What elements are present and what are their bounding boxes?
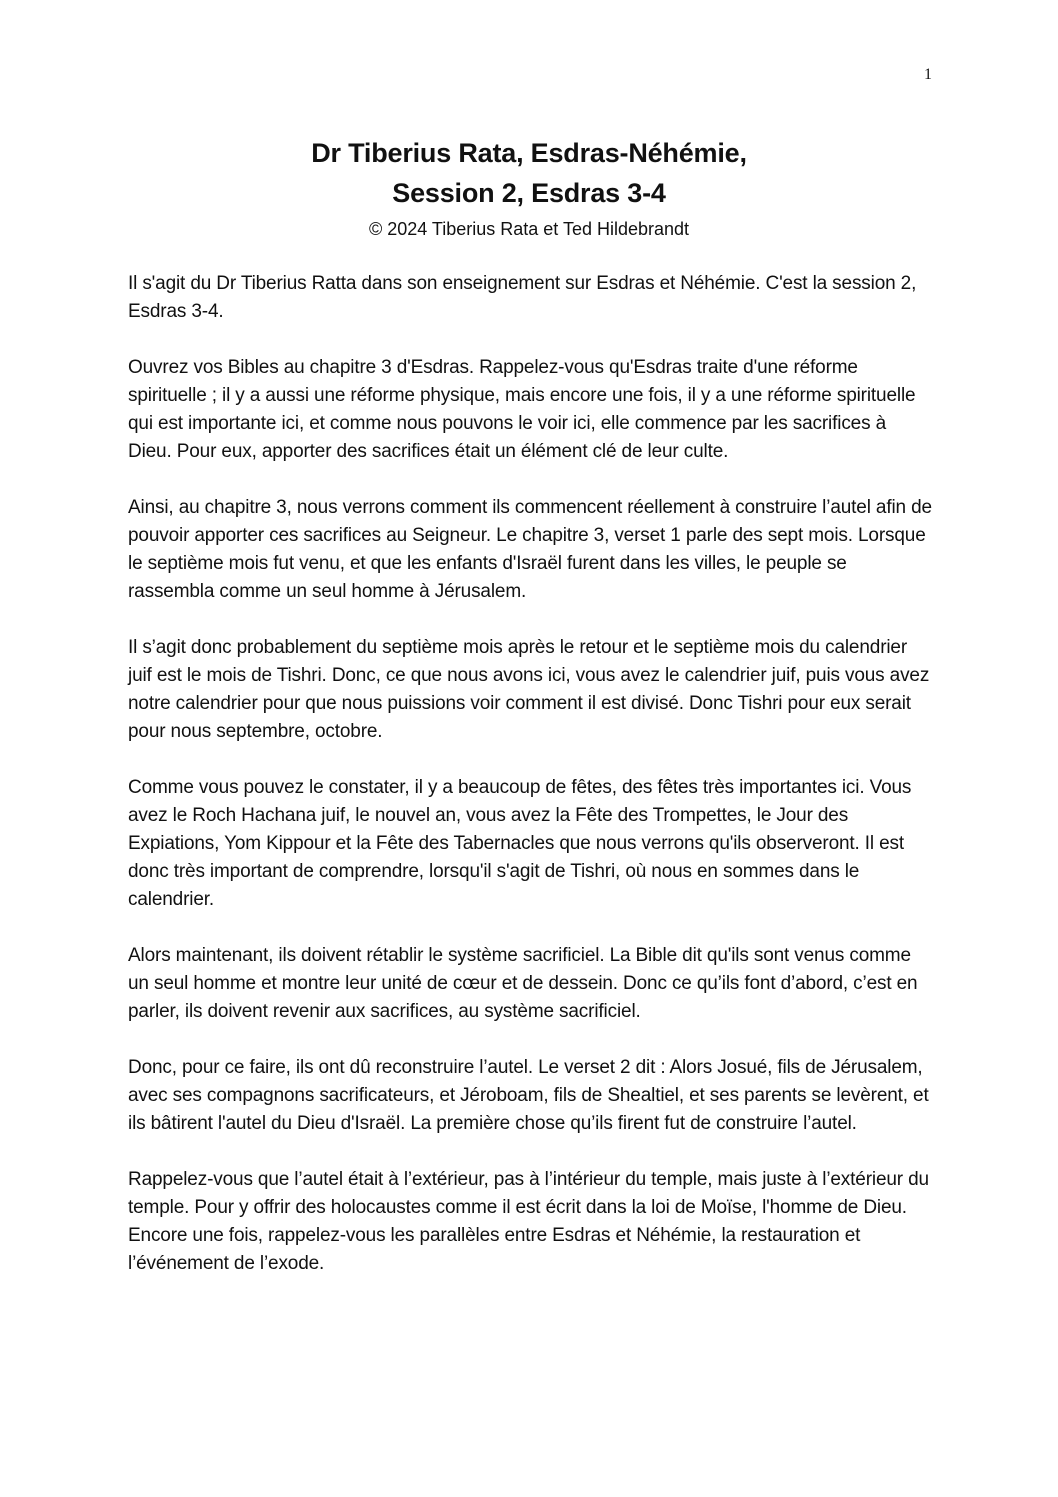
title-line-2: Session 2, Esdras 3-4 <box>392 178 666 208</box>
paragraph-4: Il s’agit donc probablement du septième mois après le retour et le septième mois du calendrier juif est le mois de Tishri. Donc, ce que nous avons ici, vous avez le calendrier juif, puis vous avez notre calendrier pour que nous puissions voir comment il est divisé. Donc Tishri pour eux serait pour nous septembre, octobre. <box>128 637 930 742</box>
paragraph-2: Ouvrez vos Bibles au chapitre 3 d'Esdras. Rappelez-vous qu'Esdras traite d'une réforme spirituelle ; il y a aussi une réforme physique, mais encore une fois, il y a une réforme spirituelle qui est importante ici, et comme nous pouvons le voir ici, elle commence par les sacrifices à Dieu. Pour eux, apporter des sacrifices était un élément clé de leur culte. <box>128 357 916 462</box>
page-number: 1 <box>924 66 932 83</box>
paragraph-3: Ainsi, au chapitre 3, nous verrons comment ils commencent réellement à construire l’autel afin de pouvoir apporter ces sacrifices au Seigneur. Le chapitre 3, verset 1 parle des sept mois. Lorsque le septième mois fut venu, et que les enfants d'Israël furent dans les villes, le peuple se rassembla comme un seul homme à Jérusalem. <box>128 497 932 602</box>
title-line-1: Dr Tiberius Rata, Esdras-Néhémie, <box>311 138 747 168</box>
paragraph-8: Rappelez-vous que l’autel était à l’extérieur, pas à l’intérieur du temple, mais juste à l’extérieur du temple. Pour y offrir des holocaustes comme il est écrit dans la loi de Moïse, l'homme de Dieu. Encore une fois, rappelez-vous les parallèles entre Esdras et Néhémie, la restauration et l’événement de l’exode. <box>128 1169 929 1274</box>
paragraph-5: Comme vous pouvez le constater, il y a beaucoup de fêtes, des fêtes très importantes ici. Vous avez le Roch Hachana juif, le nouvel an, vous avez la Fête des Trompettes, le Jour des Expiations, Yom Kippour et la Fête des Tabernacles que nous verrons qu'ils observeront. Il est donc très important de comprendre, lorsqu'il s'agit de Tishri, où nous en sommes dans le calendrier. <box>128 777 912 910</box>
paragraph-6: Alors maintenant, ils doivent rétablir le système sacrificiel. La Bible dit qu'ils sont venus comme un seul homme et montre leur unité de cœur et de dessein. Donc ce qu’ils font d’abord, c’est en parler, ils doivent revenir aux sacrifices, au système sacrificiel. <box>128 945 918 1022</box>
document-title-block <box>0 133 1058 243</box>
copyright-line: © 2024 Tiberius Rata et Ted Hildebrandt <box>368 219 690 239</box>
paragraph-1: Il s'agit du Dr Tiberius Ratta dans son enseignement sur Esdras et Néhémie. C'est la session 2, Esdras 3-4. <box>128 273 917 322</box>
paragraph-7: Donc, pour ce faire, ils ont dû reconstruire l’autel. Le verset 2 dit : Alors Josué, fils de Jérusalem, avec ses compagnons sacrificateurs, et Jéroboam, fils de Shealtiel, et ses parents se levèrent, et ils bâtirent l'autel du Dieu d'Israël. La première chose qu’ils firent fut de construire l’autel. <box>128 1057 929 1134</box>
document-body <box>128 270 934 1306</box>
